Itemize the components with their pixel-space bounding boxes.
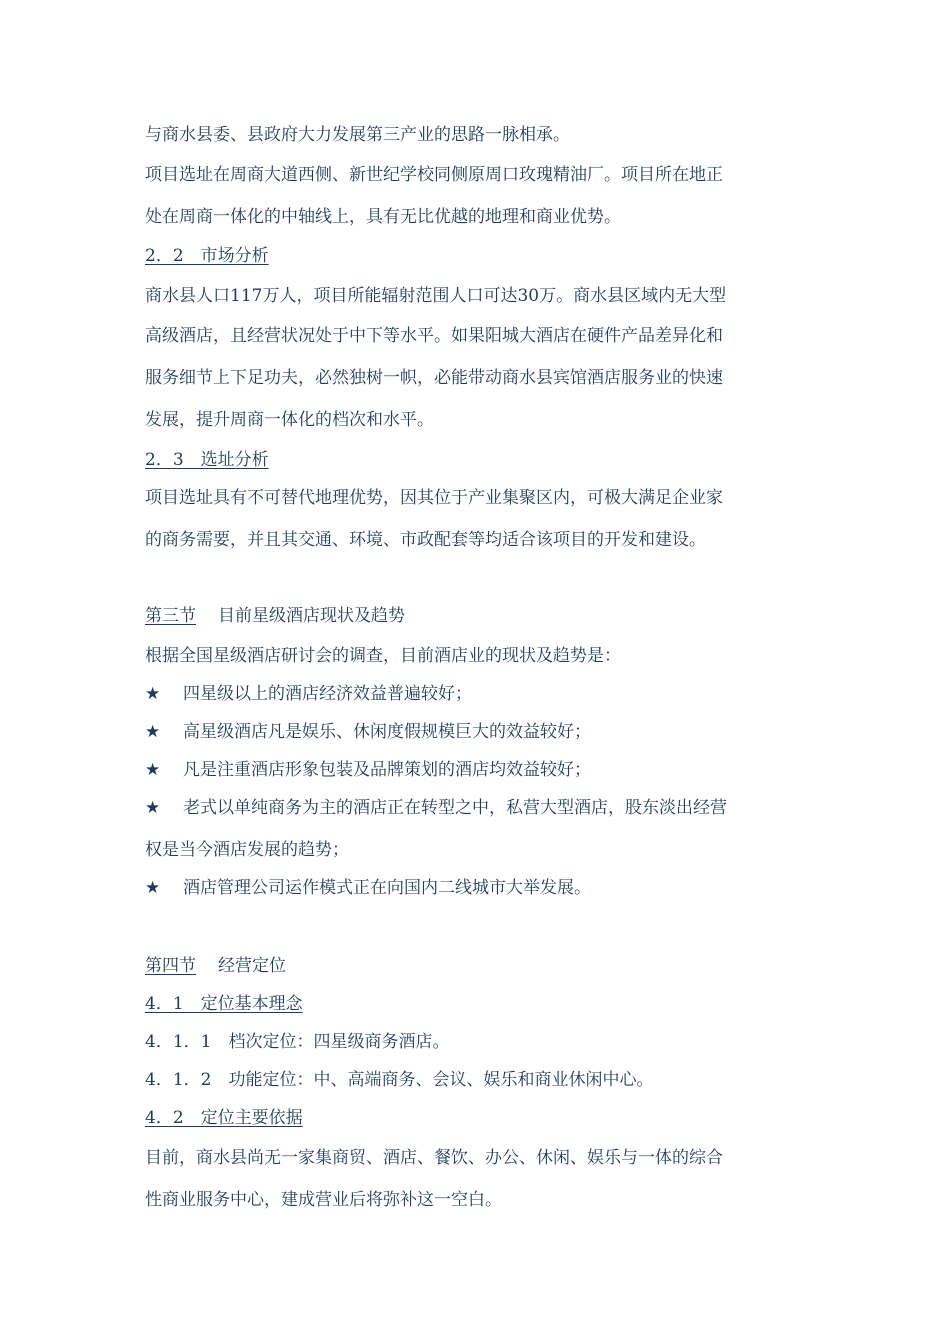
paragraph-line: 目前，商水县尚无一家集商贸、酒店、餐饮、办公、休闲、娱乐与一体的综合 (145, 1148, 723, 1168)
paragraph-line: 商水县人口117万人，项目所能辐射范围人口可达30万。商水县区域内无大型 (145, 286, 727, 306)
list-item: ★ 高星级酒店凡是娱乐、休闲度假规模巨大的效益较好； (145, 722, 591, 742)
item-4-1-1: 4．1．1 档次定位：四星级商务酒店。 (145, 1032, 450, 1052)
star-icon: ★ (145, 684, 161, 704)
section-4-heading (145, 955, 286, 977)
paragraph-line: 的商务需要，并且其交通、环境、市政配套等均适合该项目的开发和建设。 (145, 530, 706, 550)
section-3-intro: 根据全国星级酒店研讨会的调查，目前酒店业的现状及趋势是： (145, 646, 621, 666)
heading-4-1: 4．1 定位基本理念 (145, 994, 303, 1014)
list-item: ★ 老式以单纯商务为主的酒店正在转型之中，私营大型酒店，股东淡出经营 (145, 798, 727, 818)
heading-2-2: 2．2 市场分析 (145, 246, 269, 266)
paragraph-line: 项目选址具有不可替代地理优势，因其位于产业集聚区内，可极大满足企业家 (145, 488, 723, 508)
list-item: ★ 凡是注重酒店形象包装及品牌策划的酒店均效益较好； (145, 760, 591, 780)
heading-4-2: 4．2 定位主要依据 (145, 1108, 303, 1128)
star-icon: ★ (145, 798, 161, 818)
paragraph-line: 服务细节上下足功夫，必然独树一帜，必能带动商水县宾馆酒店服务业的快速 (145, 368, 723, 388)
section-4-label: 第四节 (145, 956, 196, 976)
paragraph-line: 与商水县委、县政府大力发展第三产业的思路一脉相承。 (145, 125, 570, 145)
item-4-1-2: 4．1．2 功能定位：中、高端商务、会议、娱乐和商业休闲中心。 (145, 1070, 654, 1090)
paragraph-line: 处在周商一体化的中轴线上，具有无比优越的地理和商业优势。 (145, 207, 621, 227)
section-3-heading (145, 605, 405, 627)
heading-2-3: 2．3 选址分析 (145, 450, 269, 470)
list-item: ★ 四星级以上的酒店经济效益普遍较好； (145, 684, 472, 704)
list-item: ★ 酒店管理公司运作模式正在向国内二线城市大举发展。 (145, 878, 591, 898)
paragraph-line: 高级酒店，且经营状况处于中下等水平。如果阳城大酒店在硬件产品差异化和 (145, 326, 723, 346)
star-icon: ★ (145, 760, 161, 780)
section-3-label: 第三节 (145, 606, 196, 626)
star-icon: ★ (145, 878, 161, 898)
paragraph-line: 发展，提升周商一体化的档次和水平。 (145, 410, 434, 430)
section-3-title: 目前星级酒店现状及趋势 (218, 606, 405, 626)
paragraph-line: 性商业服务中心，建成营业后将弥补这一空白。 (145, 1190, 502, 1210)
list-item-continuation: 权是当今酒店发展的趋势； (145, 840, 349, 860)
paragraph-line: 项目选址在周商大道西侧、新世纪学校同侧原周口玫瑰精油厂。项目所在地正 (145, 165, 723, 185)
star-icon: ★ (145, 722, 161, 742)
section-4-title: 经营定位 (218, 956, 286, 976)
